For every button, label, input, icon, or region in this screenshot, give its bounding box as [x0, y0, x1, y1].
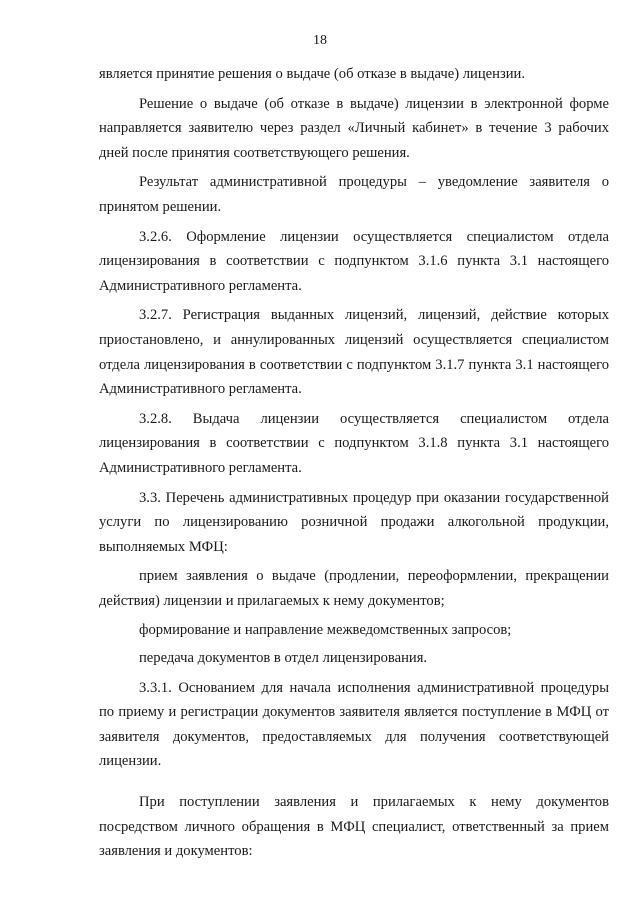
document-body: [99, 62, 609, 869]
paragraph-3-2-6: 3.2.6. Оформление лицензии осуществляется специалистом отдела лицензирования в соответствии с подпунктом 3.1.6 пункта 3.1 настоящего Административного регламента.: [99, 228, 609, 294]
paragraph-procedure-result: Результат административной процедуры – уведомление заявителя о принятом решении.: [99, 174, 609, 215]
paragraph-3-3: 3.3. Перечень административных процедур при оказании государственной услуги по лицензированию розничной продажи алкогольной продукции, выполняемых МФЦ:: [99, 489, 609, 555]
paragraph-3-3-1: 3.3.1. Основанием для начала исполнения административной процедуры по приему и регистрации документов заявителя является поступление в МФЦ от заявителя документов, предоставляемых для получения соответствующей лицензии.: [99, 679, 609, 770]
list-item-application-intake: прием заявления о выдаче (продлении, переоформлении, прекращении действия) лицензии и прилагаемых к нему документов;: [99, 568, 609, 609]
list-item-interagency-requests: формирование и направление межведомственных запросов;: [139, 622, 512, 639]
paragraph-personal-submission: При поступлении заявления и прилагаемых к нему документов посредством личного обращения в МФЦ специалист, ответственный за прием заявления и документов:: [99, 794, 609, 860]
list-item-document-transfer: передача документов в отдел лицензирования.: [139, 650, 428, 667]
page-number: 18: [313, 33, 327, 48]
paragraph-electronic-decision: Решение о выдаче (об отказе в выдаче) лицензии в электронной форме направляется заявителю через раздел «Личный кабинет» в течение 3 рабочих дней после принятия соответствующего решения.: [99, 95, 609, 161]
paragraph-3-2-8: 3.2.8. Выдача лицензии осуществляется специалистом отдела лицензирования в соответствии с подпунктом 3.1.8 пункта 3.1 настоящего Административного регламента.: [99, 410, 609, 476]
paragraph-result-statement: является принятие решения о выдаче (об отказе в выдаче) лицензии.: [99, 66, 525, 82]
paragraph-3-2-7: 3.2.7. Регистрация выданных лицензий, лицензий, действие которых приостановлено, и аннулированных лицензий осуществляется специалистом отдела лицензирования в соответствии с подпунктом 3.1.7 пункта 3.1 настоящего Административного регламента.: [99, 307, 609, 398]
